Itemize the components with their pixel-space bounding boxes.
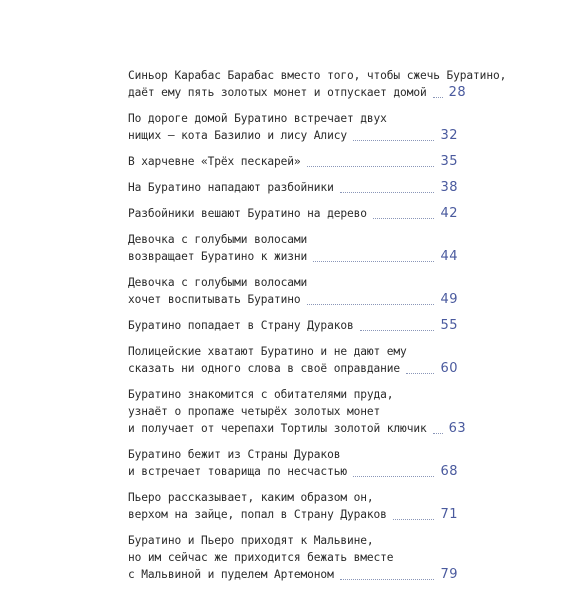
- entry-title-line: Буратино попадает в Страну Дураков: [128, 319, 354, 332]
- toc-entry[interactable]: [128, 153, 458, 170]
- page-number: 79: [440, 567, 458, 582]
- entry-title-line: Буратино бежит из Страны Дураков: [128, 448, 341, 461]
- toc-entry[interactable]: [128, 274, 458, 308]
- entry-title-line: с Мальвиной и пуделем Артемоном: [128, 568, 334, 581]
- page-number: 44: [440, 249, 458, 264]
- toc-entry[interactable]: [128, 446, 458, 480]
- toc-entry[interactable]: [128, 205, 458, 222]
- page-number: 42: [440, 206, 458, 221]
- dot-leader: [433, 433, 443, 434]
- dot-leader: [307, 166, 435, 167]
- dot-leader: [360, 330, 435, 331]
- entry-title-line: Буратино и Пьеро приходят к Мальвине,: [128, 534, 374, 547]
- toc-entry[interactable]: [128, 317, 458, 334]
- entry-title-line: нищих — кота Базилио и лису Алису: [128, 129, 347, 142]
- entry-title-line: узнаёт о пропаже четырёх золотых монет: [128, 405, 381, 418]
- page-number: 60: [440, 361, 458, 376]
- page-number: 49: [440, 292, 458, 307]
- page-number: 28: [448, 85, 467, 100]
- page-number: 63: [448, 421, 467, 436]
- entry-title-line: Буратино знакомится с обитателями пруда,: [128, 388, 394, 401]
- table-of-contents: [128, 67, 507, 592]
- dot-leader: [353, 140, 434, 141]
- toc-entry[interactable]: [128, 110, 458, 144]
- page-number: 35: [440, 154, 458, 169]
- dot-leader: [340, 192, 435, 193]
- toc-entry[interactable]: [128, 489, 458, 523]
- entry-title-line: В харчевне «Трёх пескарей»: [128, 155, 301, 168]
- entry-title-line: Разбойники вешают Буратино на дерево: [128, 207, 367, 220]
- entry-title-line: Полицейские хватают Буратино и не дают ему: [128, 345, 407, 358]
- dot-leader: [393, 519, 435, 520]
- entry-title-line: Девочка с голубыми волосами: [128, 233, 308, 246]
- toc-entry[interactable]: [128, 532, 458, 583]
- entry-title-line: По дороге домой Буратино встречает двух: [128, 112, 387, 125]
- dot-leader: [433, 97, 443, 98]
- entry-title-line: Синьор Карабас Барабас вместо того, чтобы сжечь Буратино,: [128, 69, 507, 82]
- entry-title-line: сказать ни одного слова в своё оправдание: [128, 362, 401, 375]
- toc-entry[interactable]: [128, 179, 458, 196]
- entry-title-line: хочет воспитывать Буратино: [128, 293, 301, 306]
- toc-entry[interactable]: [128, 231, 458, 265]
- dot-leader: [307, 304, 435, 305]
- entry-title-line: Девочка с голубыми волосами: [128, 276, 308, 289]
- entry-title-line: и встречает товарища по несчастью: [128, 465, 347, 478]
- dot-leader: [373, 218, 435, 219]
- toc-entry[interactable]: [128, 386, 467, 437]
- page-number: 55: [440, 318, 458, 333]
- entry-title-line: верхом на зайце, попал в Страну Дураков: [128, 508, 387, 521]
- dot-leader: [353, 476, 434, 477]
- page-number: 38: [440, 180, 458, 195]
- page-number: 71: [440, 507, 458, 522]
- dot-leader: [313, 261, 434, 262]
- dot-leader: [340, 579, 435, 580]
- entry-title-line: даёт ему пять золотых монет и отпускает домой: [128, 86, 427, 99]
- dot-leader: [406, 373, 434, 374]
- page-number: 32: [440, 128, 458, 143]
- page-number: 68: [440, 464, 458, 479]
- entry-title-line: Пьеро рассказывает, каким образом он,: [128, 491, 374, 504]
- entry-title-line: и получает от черепахи Тортилы золотой ключик: [128, 422, 427, 435]
- toc-entry[interactable]: [128, 343, 458, 377]
- toc-entry[interactable]: [128, 67, 507, 101]
- entry-title-line: На Буратино нападают разбойники: [128, 181, 334, 194]
- entry-title-line: возвращает Буратино к жизни: [128, 250, 308, 263]
- entry-title-line: но им сейчас же приходится бежать вместе: [128, 551, 394, 564]
